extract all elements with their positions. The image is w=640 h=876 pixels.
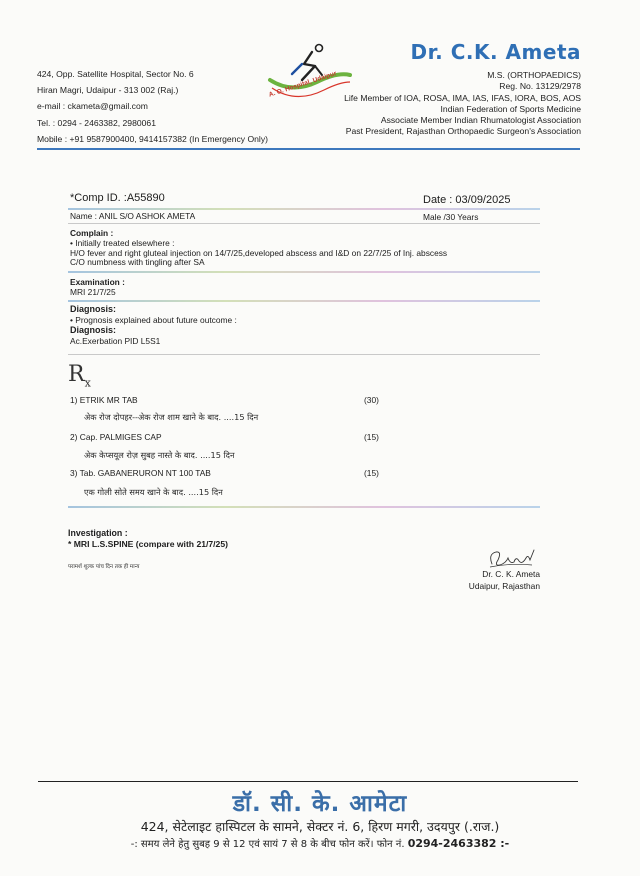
registration-line: Reg. No. 13129/2978 [499, 81, 581, 92]
complain-line: H/O fever and right gluteal injection on 14/7/25,developed abscess and I&D on 22/7/25 of Inj. abscess [70, 247, 448, 258]
signature-place: Udaipur, Rajasthan [468, 580, 540, 591]
complain-line: C/O numbness with tingling after SA [70, 257, 205, 268]
medicine-name: 2) Cap. PALMIGES CAP [70, 432, 162, 442]
diagnosis-line: Ac.Exerbation PID L5S1 [70, 336, 161, 346]
divider-line [68, 506, 540, 508]
diagnosis-heading: Diagnosis: [70, 304, 117, 314]
footer-hindi-address: 424, सेटेलाइट हास्पिटल के सामने, सेक्टर नं. 6, हिरण मगरी, उदयपुर (.राज.) [140, 819, 500, 834]
examination-line: MRI 21/7/25 [70, 287, 116, 297]
doctor-name-heading: Dr. C.K. Ameta [410, 40, 581, 64]
footer-hindi-name: डॉ. सी. के. आमेटा [232, 791, 408, 817]
medicine-instruction: अेक केप्सयूल रोज़ सुबह नास्ते के बाद. ....15 दिन [84, 450, 235, 460]
telephone-line: Tel. : 0294 - 2463382, 2980061 [37, 117, 156, 128]
clinic-address-block [37, 66, 268, 147]
email-line: e-mail : ckameta@gmail.com [37, 101, 148, 112]
header-divider [37, 148, 580, 150]
rx-subscript: x [84, 376, 91, 390]
medicine-quantity: (15) [364, 432, 379, 442]
divider-line [68, 223, 540, 224]
past-president-line: Past President, Rajasthan Orthopaedic Surgeon's Association [345, 126, 581, 137]
mobile-line: Mobile : +91 9587900400, 9414157382 (In Emergency Only) [37, 133, 268, 144]
medicine-quantity: (15) [364, 468, 379, 478]
hospital-logo [262, 42, 354, 112]
association-line: Associate Member Indian Rhumatologist Association [380, 115, 581, 126]
footer-timing [0, 836, 640, 850]
divider-line [68, 208, 540, 210]
federation-line: Indian Federation of Sports Medicine [440, 103, 581, 114]
logo-text: A. O. Hospital, Udaipur [268, 70, 338, 99]
medicine-name: 3) Tab. GABANERURON NT 100 TAB [70, 468, 211, 478]
qualification-line: M.S. (ORTHOPAEDICS) [487, 70, 581, 80]
rx-symbol: $R_x$ [68, 362, 91, 390]
footer-phone: 0294-2463382 :- [407, 837, 510, 850]
complain-block [70, 239, 447, 268]
address-line-2: Hiran Magri, Udaipur - 313 002 (Raj.) [37, 85, 179, 96]
medicine-name: 1) ETRIK MR TAB [70, 395, 138, 405]
membership-line: Life Member of IOA, ROSA, IMA, IAS, IFAS, IORA, BOS, AOS [344, 92, 581, 103]
investigation-heading: Investigation : [68, 528, 128, 538]
visit-date: Date : 03/09/2025 [423, 194, 511, 206]
signature-block [469, 569, 540, 592]
address-line-1: 424, Opp. Satellite Hospital, Sector No. 6 [37, 69, 194, 79]
doctor-credentials [344, 40, 581, 138]
diagnosis-heading-2: Diagnosis: [70, 325, 117, 335]
patient-name: Name : ANIL S/O ASHOK AMETA [70, 211, 196, 221]
complain-heading: Complain : [70, 228, 114, 238]
divider-line [68, 271, 540, 273]
medicine-quantity: (30) [364, 395, 379, 405]
footer-timing-text: -: समय लेने हेतु सुबह 9 से 12 एवं सायं 7 से 8 के बीच फोन करें। फोन नं. [130, 839, 405, 850]
footer-divider [38, 781, 578, 782]
medicine-instruction: अेक रोज दोपहर--अेक रोज शाम खाने के बाद. ....15 दिन [84, 412, 259, 422]
prognosis-line: • Prognosis explained about future outcome : [70, 315, 237, 325]
examination-heading: Examination : [70, 277, 125, 287]
investigation-line: * MRI L.S.SPINE (compare with 21/7/25) [68, 539, 228, 549]
signature-name: Dr. C. K. Ameta [482, 569, 540, 579]
complain-line: • Initially treated elsewhere : [70, 238, 175, 248]
medicine-instruction: एक गोली सोते समय खाने के बाद. ....15 दिन [84, 487, 223, 497]
divider-line [68, 300, 540, 302]
fee-validity-note: परामर्श शुल्क पांच दिन तक ही मान्य [68, 564, 140, 570]
patient-sex-age: Male /30 Years [423, 212, 479, 222]
comp-id: *Comp ID. :A55890 [70, 192, 165, 204]
divider-line [68, 354, 540, 355]
